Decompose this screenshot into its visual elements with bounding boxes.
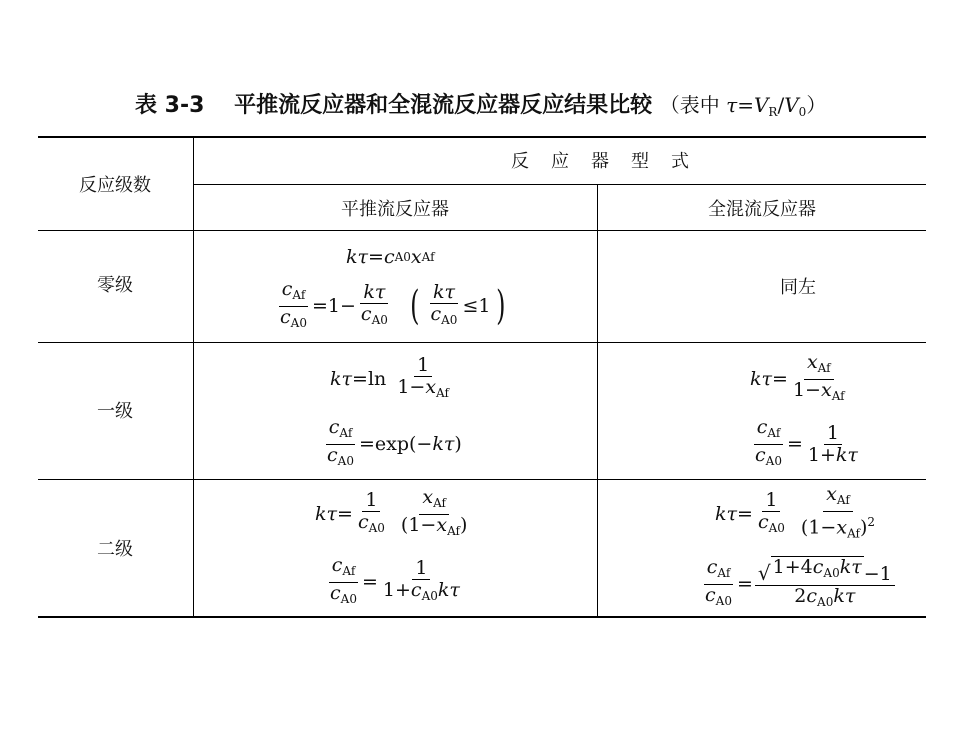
col-divider-type — [597, 185, 598, 617]
zero-cstr-same-as-left: 同左 — [780, 277, 816, 298]
row-rule-2 — [38, 479, 926, 480]
formula-second-cstr-1: kτ = $\frac{1}{c_{A0}}$ $\frac{x_{Af}}{(1-x_{Af})^2}$ — [715, 482, 876, 541]
header-bottom-rule — [38, 230, 926, 231]
row-label-first-order: 一级 — [97, 401, 133, 422]
formula-first-cstr-1: kτ = $\frac{x_{Af}}{1-x_{Af}}$ — [750, 350, 845, 403]
caption-label: 表 3-3 — [135, 93, 205, 118]
header-reaction-order: 反应级数 — [79, 175, 151, 196]
table-bottom-rule — [38, 616, 926, 618]
col-divider-order — [193, 137, 194, 617]
header-group-rule — [193, 184, 926, 185]
formula-first-pfr-1: kτ =ln $\frac{1}{1-x_{Af}}$ — [330, 353, 449, 400]
header-cstr: 全混流反应器 — [708, 199, 816, 220]
formula-second-pfr-1: kτ = $\frac{1}{c_{A0}}$ $\frac{x_{Af}}{(1-x_{Af})}$ — [315, 485, 468, 538]
row-label-second-order: 二级 — [97, 539, 133, 560]
formula-zero-pfr-1: kτ = c A0 x Af — [346, 246, 435, 268]
table-caption — [135, 88, 955, 119]
formula-zero-pfr-2: $\frac{c_{Af}}{c_{A0}}$ =1− $\frac{k\tau}{c_{A0}}$ ( $\frac{k\tau}{c_{A0}}$ ≤1 ) — [280, 277, 506, 330]
formula-second-cstr-2: $\frac{c_{Af}}{c_{A0}}$ = √ $1+4c_{A0}k\tau$ −1 $2c_{A0}k\tau$ — [700, 559, 897, 609]
header-pfr: 平推流反应器 — [341, 199, 449, 220]
formula-first-cstr-2: $\frac{c_{Af}}{c_{A0}}$ = $\frac{1}{1+k\tau}$ — [755, 415, 858, 468]
caption-note: （表中 $\tau=V_R/V_0$） — [659, 93, 827, 119]
header-reactor-type: 反应器型式 — [511, 151, 711, 172]
formula-first-pfr-2: $\frac{c_{Af}}{c_{A0}}$ =exp(− kτ ) — [327, 415, 462, 468]
row-label-zero-order: 零级 — [97, 275, 133, 296]
caption-title: 平推流反应器和全混流反应器反应结果比较 — [234, 93, 653, 118]
table-top-rule — [38, 136, 926, 138]
formula-second-pfr-2: $\frac{c_{Af}}{c_{A0}}$ = $\frac{1}{1+c_{A0}k\tau}$ — [330, 553, 460, 606]
row-rule-1 — [38, 342, 926, 343]
